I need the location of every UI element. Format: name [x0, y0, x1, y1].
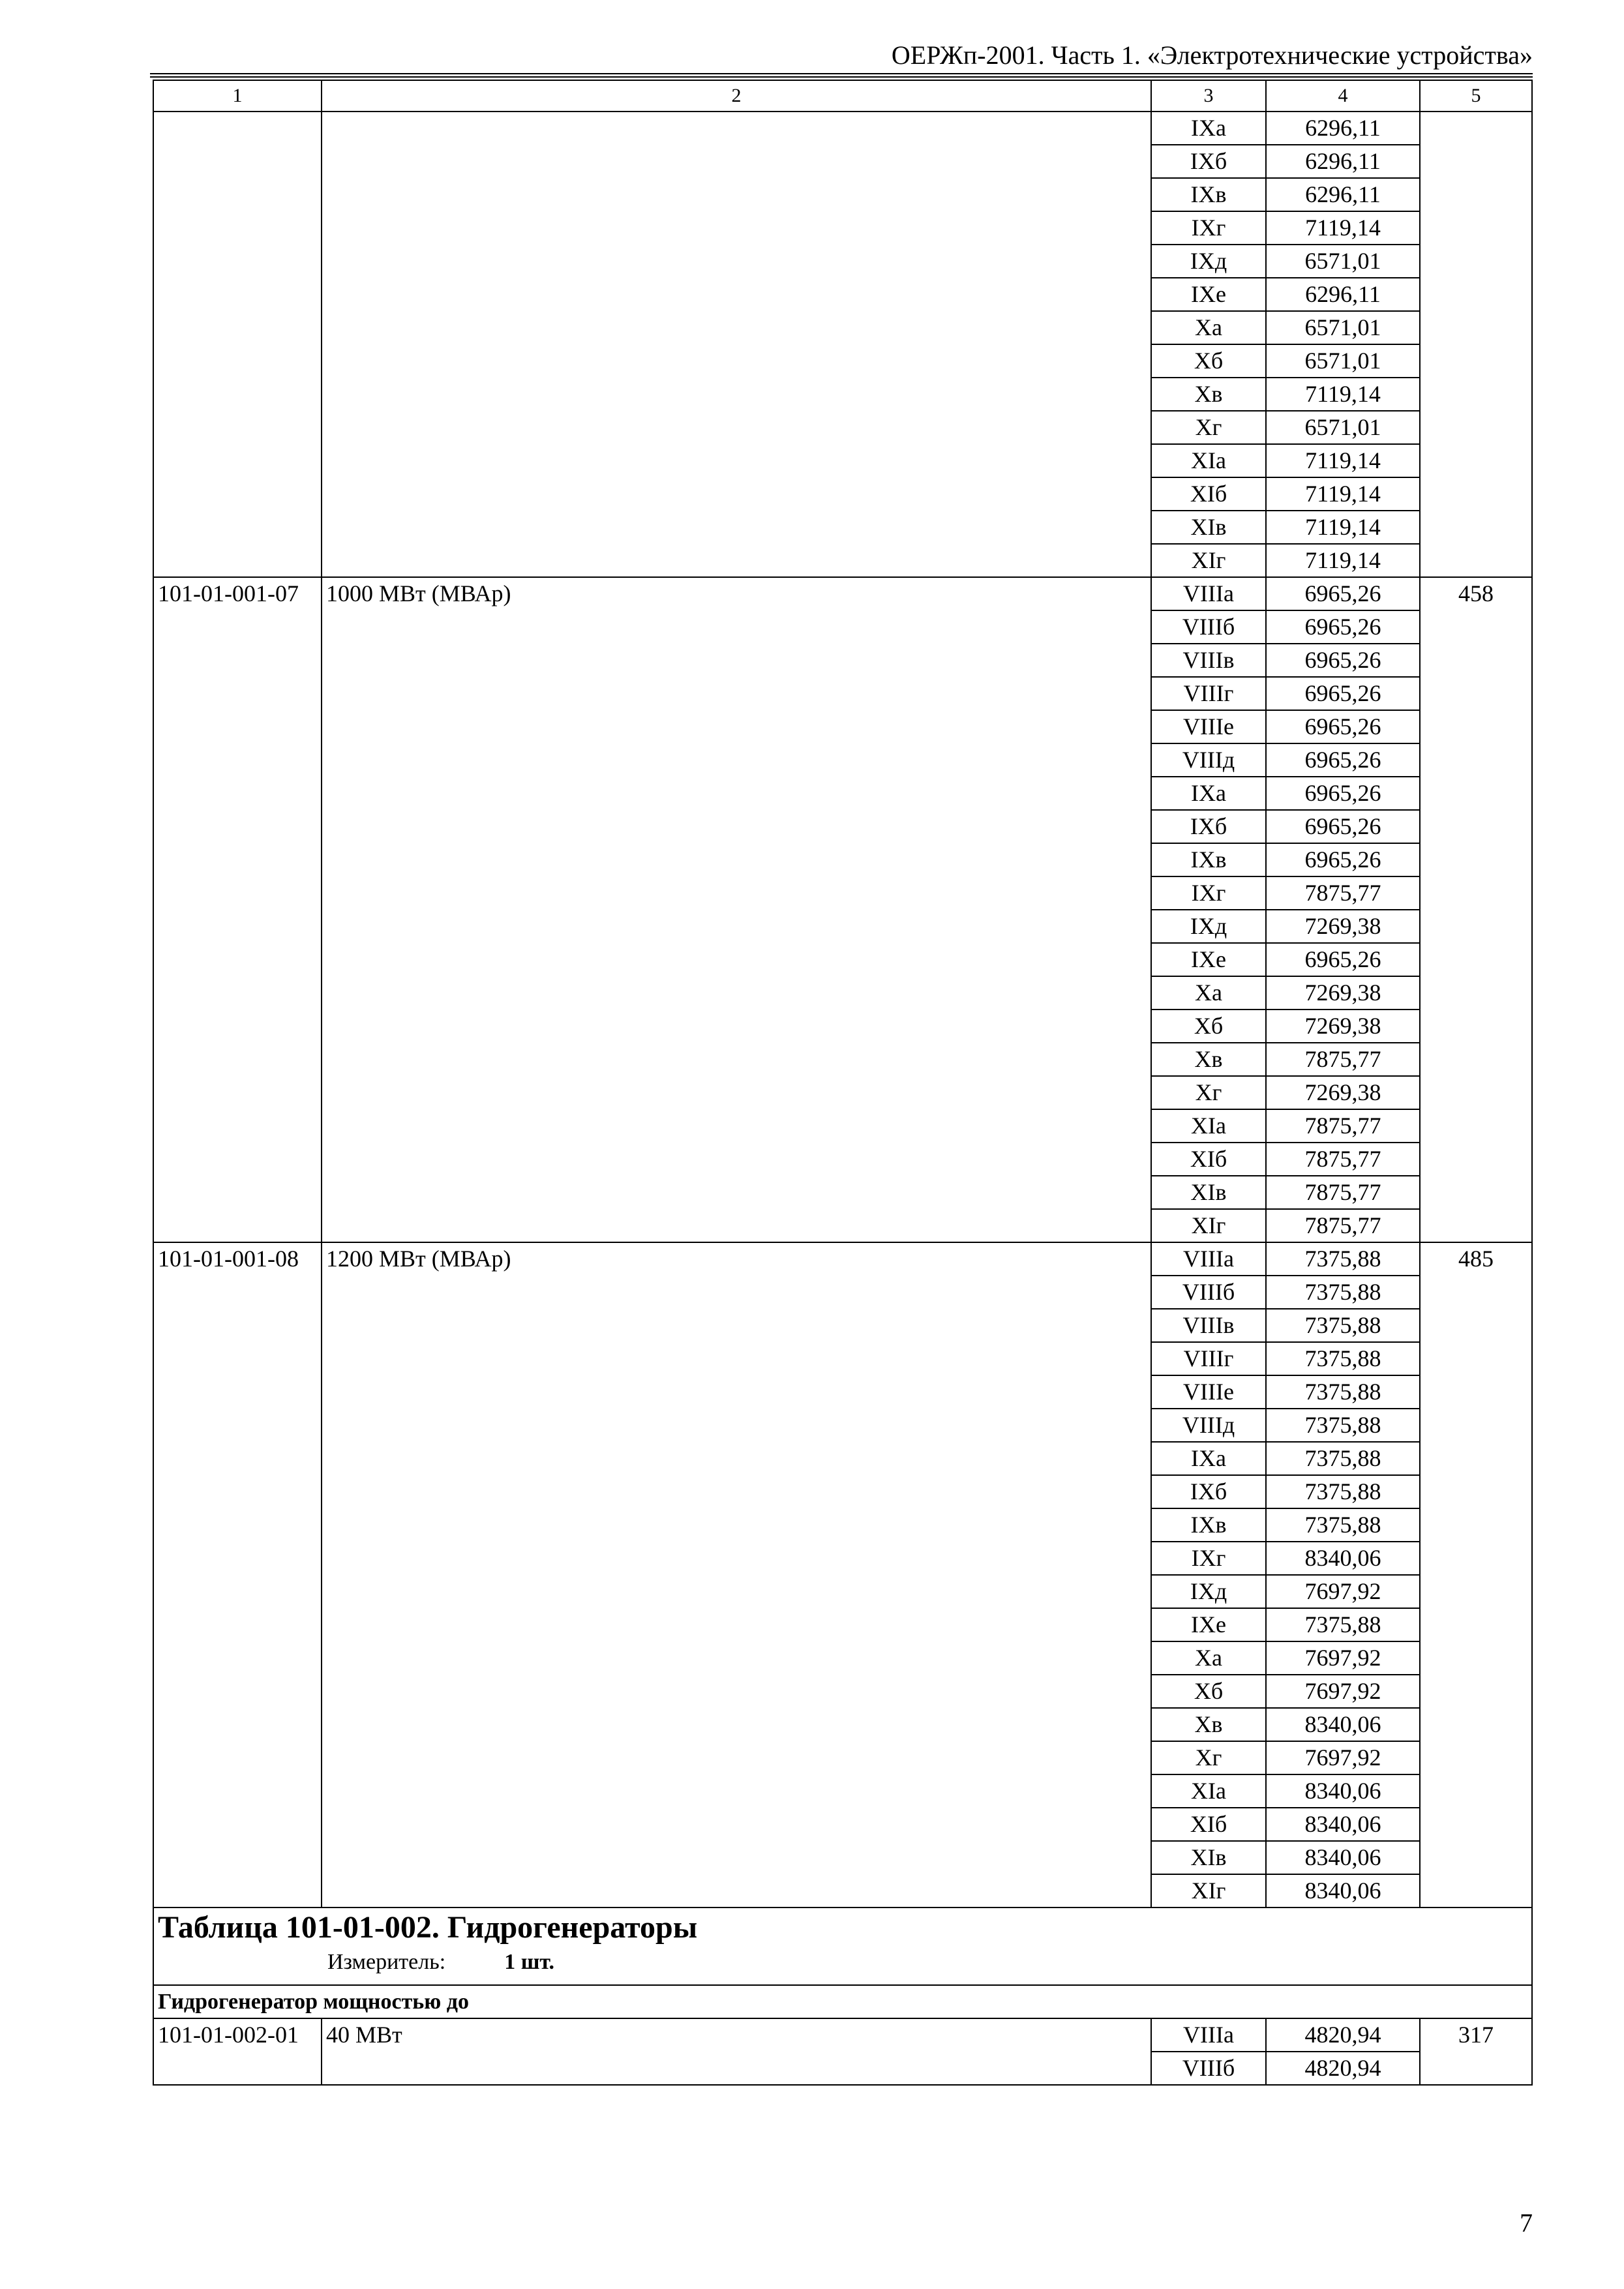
- rate-value-cell: 7375,88: [1266, 1375, 1420, 1409]
- zone-cell: Xа: [1151, 1641, 1266, 1675]
- rate-value-cell: 7375,88: [1266, 1442, 1420, 1475]
- description-cell: 1000 МВт (МВАр): [322, 577, 1151, 1242]
- count-cell: 458: [1420, 577, 1532, 1242]
- rate-code-cell: 101-01-001-08: [153, 1242, 322, 1908]
- rate-value-cell: 7875,77: [1266, 1209, 1420, 1242]
- zone-cell: VIIIа: [1151, 577, 1266, 610]
- rate-value-cell: 6965,26: [1266, 677, 1420, 710]
- header-double-rule: [150, 73, 1533, 78]
- column-number: 4: [1266, 80, 1420, 112]
- rate-value-cell: 6571,01: [1266, 311, 1420, 344]
- zone-cell: VIIIе: [1151, 1375, 1266, 1409]
- rate-value-cell: 7875,77: [1266, 1109, 1420, 1143]
- zone-cell: IXб: [1151, 1475, 1266, 1508]
- measure-unit: 1 шт.: [504, 1950, 555, 1974]
- rate-value-cell: 6965,26: [1266, 843, 1420, 876]
- running-header: ОЕРЖп-2001. Часть 1. «Электротехнические устройства»: [891, 40, 1533, 70]
- description-cell: [322, 112, 1151, 577]
- column-number-row: [153, 80, 1532, 112]
- rate-value-cell: 8340,06: [1266, 1708, 1420, 1741]
- zone-cell: Xа: [1151, 311, 1266, 344]
- zone-cell: VIIIе: [1151, 710, 1266, 743]
- zone-cell: VIIIв: [1151, 644, 1266, 677]
- rate-value-cell: 7875,77: [1266, 1143, 1420, 1176]
- zone-cell: VIIIг: [1151, 677, 1266, 710]
- section-title: Таблица 101-01-002. Гидрогенераторы: [158, 1910, 698, 1945]
- rate-value-cell: 8340,06: [1266, 1542, 1420, 1575]
- rate-value-cell: 6571,01: [1266, 344, 1420, 378]
- rate-value-cell: 7375,88: [1266, 1608, 1420, 1641]
- page-number: 7: [1520, 2208, 1533, 2237]
- zone-cell: IXв: [1151, 843, 1266, 876]
- zone-cell: VIIIа: [1151, 2018, 1266, 2052]
- rate-value-cell: 6296,11: [1266, 112, 1420, 145]
- rate-value-cell: 6965,26: [1266, 644, 1420, 677]
- rate-value-cell: 6296,11: [1266, 178, 1420, 211]
- column-number: 5: [1420, 80, 1532, 112]
- rate-value-cell: 7375,88: [1266, 1276, 1420, 1309]
- description-cell: 40 МВт: [322, 2018, 1151, 2085]
- rate-code-cell: [153, 112, 322, 577]
- rate-value-cell: 7119,14: [1266, 477, 1420, 511]
- rate-value-cell: 7375,88: [1266, 1309, 1420, 1342]
- measure-label: Измеритель:: [327, 1950, 446, 1974]
- description-cell: 1200 МВт (МВАр): [322, 1242, 1151, 1908]
- zone-cell: Xа: [1151, 976, 1266, 1010]
- zone-cell: IXе: [1151, 1608, 1266, 1641]
- zone-cell: IXг: [1151, 211, 1266, 245]
- zone-cell: VIIIб: [1151, 1276, 1266, 1309]
- subheading-row: [153, 1985, 1532, 2018]
- rate-value-cell: 6965,26: [1266, 810, 1420, 843]
- zone-cell: VIIIв: [1151, 1309, 1266, 1342]
- zone-cell: Xв: [1151, 1708, 1266, 1741]
- rate-value-cell: 8340,06: [1266, 1841, 1420, 1874]
- zone-cell: Xв: [1151, 1043, 1266, 1076]
- rate-value-cell: 6296,11: [1266, 278, 1420, 311]
- rate-value-cell: 7375,88: [1266, 1409, 1420, 1442]
- zone-cell: XIб: [1151, 1143, 1266, 1176]
- subheading-cell: Гидрогенератор мощностью до: [153, 1985, 1532, 2018]
- zone-cell: XIг: [1151, 544, 1266, 577]
- zone-cell: XIа: [1151, 1109, 1266, 1143]
- zone-cell: XIб: [1151, 1808, 1266, 1841]
- zone-cell: IXб: [1151, 810, 1266, 843]
- rate-value-cell: 7375,88: [1266, 1342, 1420, 1375]
- rate-value-cell: 7375,88: [1266, 1242, 1420, 1276]
- zone-cell: IXв: [1151, 1508, 1266, 1542]
- zone-cell: XIа: [1151, 1774, 1266, 1808]
- zone-cell: Xб: [1151, 344, 1266, 378]
- zone-cell: IXа: [1151, 777, 1266, 810]
- rate-value-cell: 7697,92: [1266, 1741, 1420, 1774]
- column-number: 3: [1151, 80, 1266, 112]
- rate-value-cell: 7269,38: [1266, 1010, 1420, 1043]
- zone-cell: XIг: [1151, 1874, 1266, 1908]
- column-number: 1: [153, 80, 322, 112]
- zone-cell: VIIIб: [1151, 610, 1266, 644]
- zone-cell: VIIIб: [1151, 2052, 1266, 2085]
- zone-cell: IXг: [1151, 876, 1266, 910]
- zone-cell: IXд: [1151, 1575, 1266, 1608]
- rate-value-cell: 6965,26: [1266, 943, 1420, 976]
- rates-table: [153, 80, 1533, 2086]
- rate-value-cell: 6965,26: [1266, 610, 1420, 644]
- rate-value-cell: 7697,92: [1266, 1675, 1420, 1708]
- rate-value-cell: 7119,14: [1266, 444, 1420, 477]
- zone-cell: IXд: [1151, 910, 1266, 943]
- zone-cell: IXа: [1151, 1442, 1266, 1475]
- zone-cell: IXе: [1151, 278, 1266, 311]
- rate-value-cell: 7875,77: [1266, 1176, 1420, 1209]
- rate-value-cell: 7875,77: [1266, 1043, 1420, 1076]
- rate-value-cell: 6965,26: [1266, 743, 1420, 777]
- rate-value-cell: 7375,88: [1266, 1508, 1420, 1542]
- zone-cell: VIIIа: [1151, 1242, 1266, 1276]
- rate-value-cell: 6571,01: [1266, 245, 1420, 278]
- rate-value-cell: 7375,88: [1266, 1475, 1420, 1508]
- zone-cell: IXв: [1151, 178, 1266, 211]
- column-number: 2: [322, 80, 1151, 112]
- rate-value-cell: 7119,14: [1266, 211, 1420, 245]
- table-row: [153, 112, 1532, 145]
- zone-cell: IXд: [1151, 245, 1266, 278]
- rate-value-cell: 7875,77: [1266, 876, 1420, 910]
- measure-line: [158, 1947, 1527, 1977]
- section-heading-row: [153, 1908, 1532, 1985]
- rate-value-cell: 6296,11: [1266, 145, 1420, 178]
- section-heading-cell: [153, 1908, 1532, 1985]
- zone-cell: Xб: [1151, 1010, 1266, 1043]
- zone-cell: Xб: [1151, 1675, 1266, 1708]
- rate-value-cell: 8340,06: [1266, 1774, 1420, 1808]
- rate-value-cell: 6571,01: [1266, 411, 1420, 444]
- zone-cell: IXе: [1151, 943, 1266, 976]
- zone-cell: XIв: [1151, 1841, 1266, 1874]
- rate-value-cell: 8340,06: [1266, 1874, 1420, 1908]
- rate-value-cell: 7697,92: [1266, 1641, 1420, 1675]
- table-row: [153, 577, 1532, 610]
- zone-cell: VIIIд: [1151, 743, 1266, 777]
- zone-cell: XIв: [1151, 511, 1266, 544]
- rate-value-cell: 7697,92: [1266, 1575, 1420, 1608]
- zone-cell: VIIIд: [1151, 1409, 1266, 1442]
- rate-value-cell: 7119,14: [1266, 511, 1420, 544]
- rate-value-cell: 4820,94: [1266, 2018, 1420, 2052]
- rate-code-cell: 101-01-001-07: [153, 577, 322, 1242]
- zone-cell: XIв: [1151, 1176, 1266, 1209]
- rate-value-cell: 4820,94: [1266, 2052, 1420, 2085]
- rate-value-cell: 8340,06: [1266, 1808, 1420, 1841]
- rate-value-cell: 6965,26: [1266, 777, 1420, 810]
- rate-value-cell: 7119,14: [1266, 544, 1420, 577]
- zone-cell: IXб: [1151, 145, 1266, 178]
- zone-cell: Xг: [1151, 1076, 1266, 1109]
- zone-cell: XIб: [1151, 477, 1266, 511]
- zone-cell: IXа: [1151, 112, 1266, 145]
- zone-cell: Xг: [1151, 411, 1266, 444]
- rate-value-cell: 7119,14: [1266, 378, 1420, 411]
- count-cell: [1420, 112, 1532, 577]
- zone-cell: XIа: [1151, 444, 1266, 477]
- count-cell: 485: [1420, 1242, 1532, 1908]
- rate-value-cell: 7269,38: [1266, 1076, 1420, 1109]
- zone-cell: Xв: [1151, 378, 1266, 411]
- zone-cell: Xг: [1151, 1741, 1266, 1774]
- zone-cell: VIIIг: [1151, 1342, 1266, 1375]
- zone-cell: IXг: [1151, 1542, 1266, 1575]
- count-cell: 317: [1420, 2018, 1532, 2085]
- rate-value-cell: 7269,38: [1266, 976, 1420, 1010]
- table-row: [153, 1242, 1532, 1276]
- table-row: [153, 2018, 1532, 2052]
- rate-value-cell: 6965,26: [1266, 710, 1420, 743]
- zone-cell: XIг: [1151, 1209, 1266, 1242]
- rate-value-cell: 7269,38: [1266, 910, 1420, 943]
- rate-value-cell: 6965,26: [1266, 577, 1420, 610]
- rate-code-cell: 101-01-002-01: [153, 2018, 322, 2085]
